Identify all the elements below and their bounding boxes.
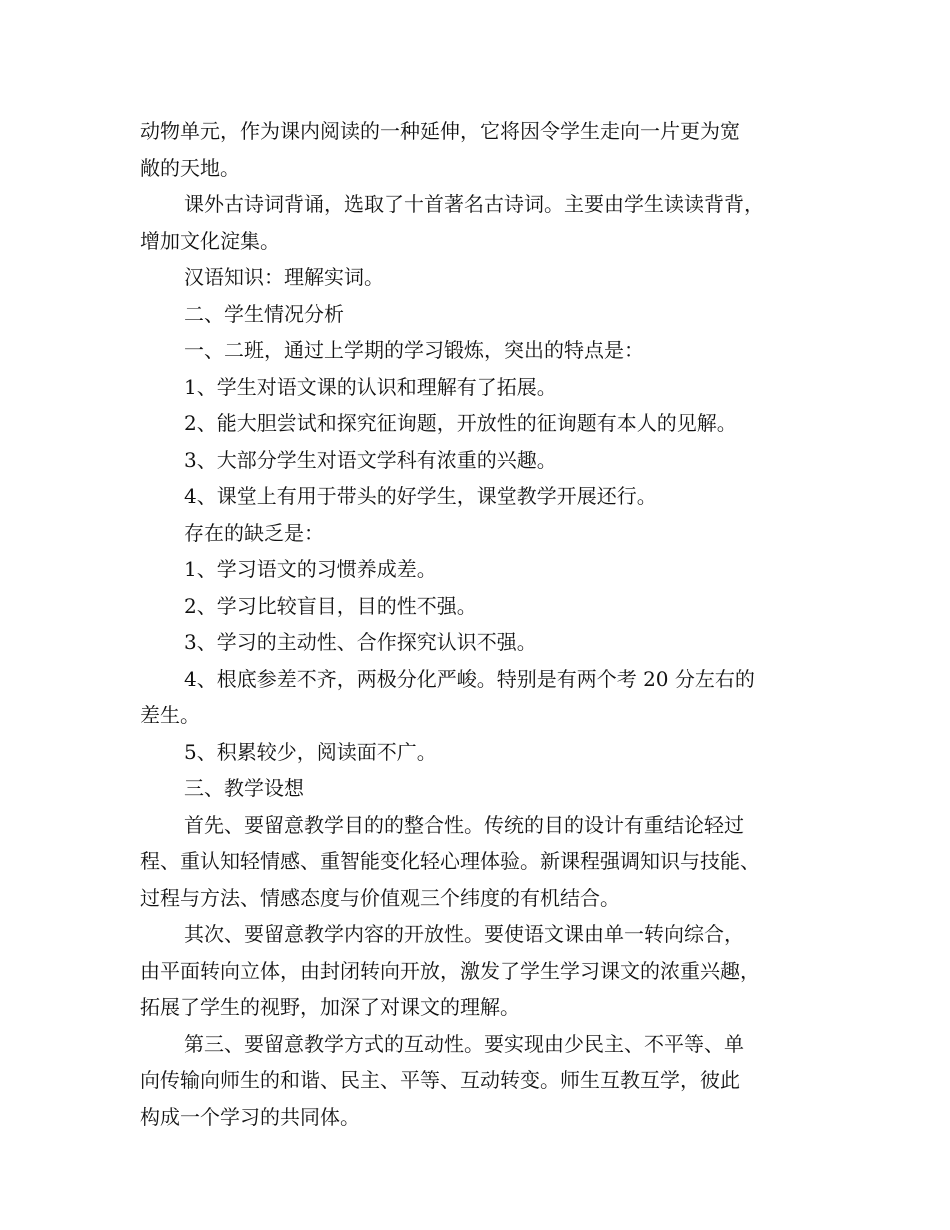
text-line: 汉语知识：理解实词。: [184, 265, 384, 289]
text-line: 增加文化淀集。: [140, 228, 280, 253]
text-line: 三、教学设想: [184, 776, 304, 800]
text-line: 5、积累较少，阅读面不广。: [184, 739, 437, 764]
text-line: 3、大部分学生对语文学科有浓重的兴趣。: [184, 447, 557, 472]
text-line: 课外古诗词背诵，选取了十首著名古诗词。主要由学生读读背背，: [184, 192, 764, 216]
text-line: 4、根底参差不齐，两极分化严峻。特别是有两个考 20 分左右的: [184, 666, 755, 691]
text-line: 其次、要留意教学内容的开放性。要使语文课由单一转向综合，: [184, 922, 744, 946]
text-line: 向传输向师生的和谐、民主、平等、互动转变。师生互教互学，彼此: [140, 1068, 740, 1092]
text-line: 1、学习语文的习惯养成差。: [184, 557, 437, 581]
text-line: 首先、要留意教学目的的整合性。传统的目的设计有重结论轻过: [184, 812, 744, 837]
text-line: 差生。: [140, 703, 200, 727]
text-line: 由平面转向立体，由封闭转向开放，激发了学生学习课文的浓重兴趣，: [140, 958, 760, 983]
text-line: 构成一个学习的共同体。: [140, 1104, 360, 1129]
text-line: 2、能大胆尝试和探究征询题，开放性的征询题有本人的见解。: [184, 411, 737, 435]
text-line: 动物单元，作为课内阅读的一种延伸，它将因令学生走向一片更为宽: [140, 119, 740, 143]
text-line: 过程与方法、情感态度与价值观三个纬度的有机结合。: [140, 885, 620, 910]
text-line: 敞的天地。: [140, 155, 240, 180]
text-line: 拓展了学生的视野，加深了对课文的理解。: [140, 995, 520, 1019]
text-line: 3、学习的主动性、合作探究认识不强。: [184, 630, 537, 654]
text-line: 程、重认知轻情感、重智能变化轻心理体验。新课程强调知识与技能、: [140, 849, 760, 873]
text-line: 2、学习比较盲目，目的性不强。: [184, 593, 477, 618]
text-line: 存在的缺乏是：: [184, 520, 324, 545]
text-line: 一、二班，通过上学期的学习锻炼，突出的特点是：: [184, 338, 644, 362]
text-line: 1、学生对语文课的认识和理解有了拓展。: [184, 374, 557, 399]
text-line: 第三、要留意教学方式的互动性。要实现由少民主、不平等、单: [184, 1031, 744, 1056]
text-line: 4、课堂上有用于带头的好学生，课堂教学开展还行。: [184, 484, 657, 508]
document-body: [140, 113, 830, 1135]
text-line: 二、学生情况分析: [184, 301, 344, 326]
